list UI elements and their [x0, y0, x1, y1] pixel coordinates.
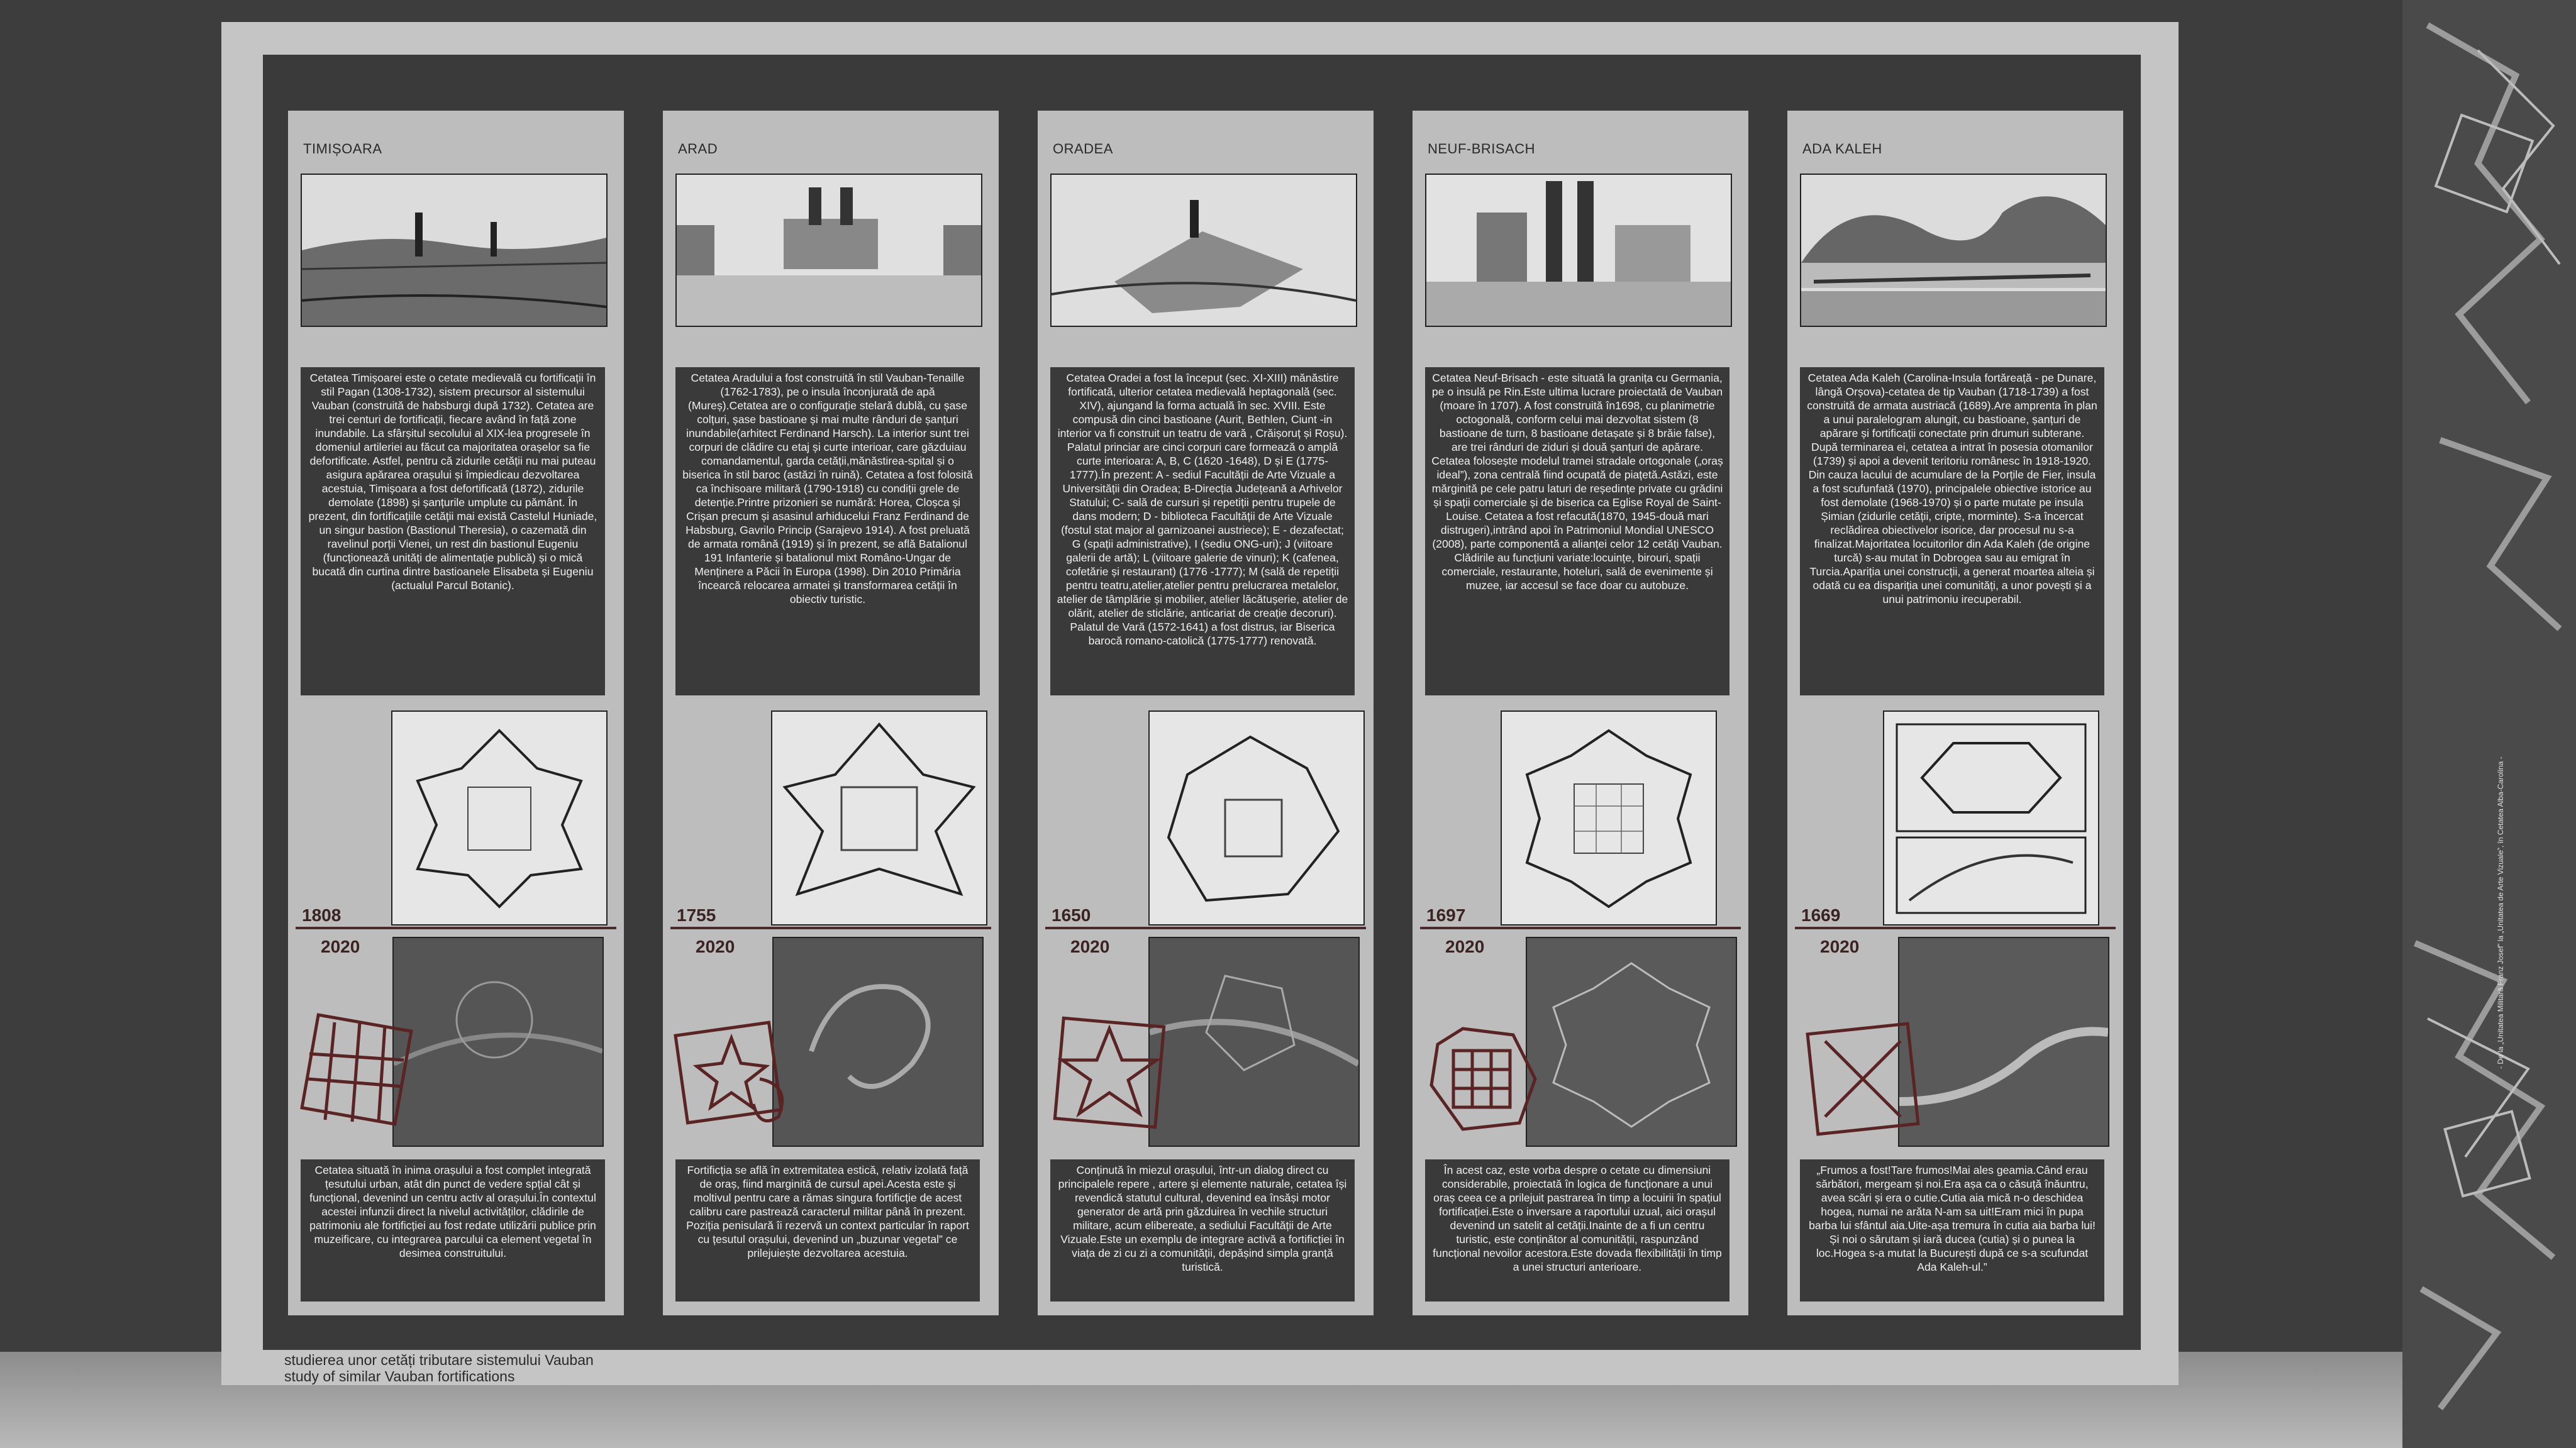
aerial-map: [1526, 937, 1737, 1147]
fortress-description: Cetatea Oradei a fost la început (sec. XI-XIII) mănăstire fortificată, ulterior cetatea medievală heptagonală (sec. XIV), ajungand la forma actuală în sec. XVIII. Este compusă din cinci bastioane (Aurit, Bethlen, Ciunt -in interior va fi construit un teatru de vară , Crăișoruț și Roșu). Palatul princiar are cinci corpuri care formează o amplă curte interioara: A, B, C (1620 -1648), D și E (1775-1777).În prezent: A - sediul Facultății de Arte Vizuale a Universității din Oradea; B-Direcția Județeană a Arhivelor Statului; C- sală de cursuri și repetiții pentru trupele de dans modern; D - biblioteca Facultății de Arte Vizuale (fostul stat major al garnizoanei austriece); E - dezafectat; G (spații administrative), I (sediu ONG-uri); J (viitoare galerii de artă); L (viitoare galerie de vinuri); K (cafenea, cofetărie și restaurant) (1776 -1777); M (sală de repetiții pentru teatru,atelier,atelier pentru prelucrarea metalelor, atelier de tâmplărie și mobilier, atelier lăcătușerie, atelier de olărit, atelier de sticlărie, anticariat de creație decoruri). Palatul de Vară (1572-1641) a fost distrus, iar Biserica barocă romano-catolică (1775-1777) renovată.: [1050, 367, 1355, 695]
fortress-description: Cetatea Timișoarei este o cetate medievală cu fortificații în stil Pagan (1308-1732), sistem precursor al sistemului Vauban (construită de habsburgi după 1732). Cetatea are trei centuri de fortificații, fiecare având în față zone inundabile. La sfârșitul secolului al XIX-lea progresele în domeniul artileriei au făcut ca majoritatea orașelor sa fie defortificate. Astfel, pentru că zidurile cetății nu mai puteau asigura apărarea orașului și împiedicau dezvoltarea acestuia, Timișoara a fost defortificată (1872), zidurile demolate (1898) și șanțurile umplute cu pământ. În prezent, din fortificațiile cetății mai există Castelul Huniade, un singur bastion (Bastionul Theresia), o cazemată din ravelinul porții Vienei, un rest din bastionul Eugeniu (funcționează unități de alimentație publică) și o mică bucată din curtina dintre bastioanele Elisabeta și Eugeniu (actualul Parcul Botanic).: [301, 367, 605, 695]
column-title: ADA KALEH: [1802, 141, 1882, 157]
year-historic: 1669: [1801, 905, 1841, 925]
year-current: 2020: [1820, 937, 1860, 956]
year-current: 2020: [1445, 937, 1485, 956]
year-current: 2020: [696, 937, 735, 956]
caption-english: study of similar Vauban fortifications: [284, 1368, 515, 1384]
aerial-map: [1898, 937, 2109, 1147]
fortress-description: Cetatea Neuf-Brisach - este situată la granița cu Germania, pe o insulă pe Rin.Este ultima lucrare proiectată de Vauban (moare în 1707). A fost construită în1698, cu planimetrie octogonală, conform celui mai dezvoltat sistem (8 bastioane de turn, 8 bastioane detașate și 8 brăie false), are trei rânduri de ziduri și două șanțuri de apărare. Cetatea folosește modelul tramei stradale ortogonale („oraș ideal”), zona centrală fiind ocupată de piațetă.Astăzi, este mărginită pe cele patru laturi de reședințe private cu grădini și spații comerciale și de biserica ca Eglise Royal de Saint-Louise. Cetatea a fost refacută(1870, 1945-două mari distrugeri),intrând apoi în Patrimoniul Mondial UNESCO (2008), parte componentă a alianței celor 12 cetăți Vauban. Clădirile au funcțiuni variate:locuințe, birouri, spații comerciale, restaurante, hoteluri, sală de evenimente și muzee, iar accesul se face doar cu autobuze.: [1425, 367, 1729, 695]
column-timisoara: [288, 111, 624, 1315]
historic-plan: [1501, 710, 1717, 926]
timeline-divider: [296, 927, 616, 929]
timeline-divider: [1795, 927, 2116, 929]
present-day-description: În acest caz, este vorba despre o cetate cu dimensiuni considerabile, proiectată în logica de funcționare a unui oraș ceea ce a prilejuit pastrarea în timp a locuirii în spațiul fortificației.Este o inversare a raportului uzual, aici orașul devenind un satelit al cetății.Inainte de a fi un centru turistic, este conținător al comunității, raspunzând funcțional nevoilor acestora.Este dovada flexibilității în timp a unei structuri anterioare.: [1425, 1159, 1729, 1302]
timeline-divider: [1045, 927, 1366, 929]
aerial-map: [1148, 937, 1360, 1147]
timeline-divider: [670, 927, 991, 929]
fortress-description: Cetatea Aradului a fost construită în stil Vauban-Tenaille (1762-1783), pe o insula înconjurată de apă (Mureș).Cetatea are o configurație stelară dublă, cu șase colțuri, șase bastioane și mai multe rânduri de șanțuri inundabile(arhitect Ferdinand Harsch). La interior sunt trei corpuri de clădire cu etaj și curte interioar, care găzduiau comandamentul, garda cetății,mănăstirea-spital și o biserica în stil baroc (astăzi în ruină). Cetatea a fost folosită ca închisoare militară (1790-1918) cu condiții grele de detenție.Printre prizonieri se numără: Horea, Cloșca și Crișan precum și asasinul arhiducelui Franz Ferdinand de Habsburg, Gavrilo Princip (Sarajevo 1914). A fost preluată de armata română (1919) și în prezent, se află Batalionul 191 Infanterie și batalionul mixt Româno-Ungar de Menținere a Păcii în Europa (1998). Din 2010 Primăria încearcă relocarea armatei și transformarea cetății în obiectiv turistic.: [675, 367, 980, 695]
aerial-map: [772, 937, 984, 1147]
timeline-divider: [1420, 927, 1741, 929]
historic-plan: [1883, 710, 2099, 926]
column-ada-kaleh: [1787, 111, 2123, 1315]
historic-engraving: [301, 174, 608, 327]
aerial-map: [392, 937, 604, 1147]
year-historic: 1650: [1052, 905, 1091, 925]
historic-engraving: [675, 174, 982, 327]
year-historic: 1697: [1426, 905, 1466, 925]
present-day-description: Fortificția se află în extremitatea estică, relativ izolată față de oraș, fiind marginită de cursul apei.Acesta este și moltivul pentru care a rămas singura fortificție de acest calibru care pastrează caracterul militar până în prezent. Poziția penisulară îi rezervă un context particular în raport cu țesutul orașului, devenind un „buzunar vegetal” ce prilejuiește dezvoltarea acestuia.: [675, 1159, 980, 1302]
column-title: NEUF-BRISACH: [1428, 141, 1536, 157]
historic-engraving: [1425, 174, 1732, 327]
year-historic: 1755: [677, 905, 716, 925]
present-day-description: Cetatea situată în inima orașului a fost complet integrată țesutului urban, atât din punct de vedere spțial cât și funcțional, devenind un centru activ al orașului.În contextul acestei infunzii direct la nivelul activităților, clădirile de patrimoniu ale fortificției au fost redate utilizării publice prin muzeificare, cu integrarea parcului ca element vegetal în desimea construitului.: [301, 1159, 605, 1302]
poster-caption: [284, 1352, 662, 1384]
historic-plan: [771, 710, 987, 926]
side-fortification-artwork: [2402, 0, 2576, 1448]
column-arad: [663, 111, 999, 1315]
present-day-description: „Frumos a fost!Tare frumos!Mai ales geamia.Când erau sărbători, mergeam și noi.Era așa ca o căsuță înăuntru, avea scări și era o cutie.Cutia aia mică n-o deschidea hogea, numai ne arăta N-am sa uit!Eram mici în pupa barba lui sfântul aia.Uite-așa tremura în cutia aia barba lui!Și noi o sărutam și iară ducea (cutia) și o punea la loc.Hogea s-a mutat la București după ce s-a scufundat Ada Kaleh-ul.”: [1800, 1159, 2104, 1302]
year-current: 2020: [1070, 937, 1110, 956]
historic-plan: [391, 710, 608, 926]
year-historic: 1808: [302, 905, 341, 925]
concept-sketch: [1800, 1016, 1926, 1142]
historic-plan: [1148, 710, 1365, 926]
column-neuf-brisach: [1413, 111, 1748, 1315]
present-day-description: Conținută în miezul orașului, într-un dialog direct cu principalele repere , artere și elemente naturale, cetatea își revendică statutul cultural, devenind ea însăși motor generator de artă prin găzduirea în vechile structuri militare, acum elibereate, a sediului Facultății de Arte Vizuale.Este un exemplu de integrare activă a fortificției în viața de zi cu zi a comunității, depășind simpla granță turistică.: [1050, 1159, 1355, 1302]
side-caption: - De la „Unitatea Militară Franz Josef” la „Unitatea de Arte Vizuale”, în Cetatea Alba-Carolina -: [2496, 756, 2505, 1069]
concept-sketch: [672, 1010, 797, 1136]
column-title: ARAD: [678, 141, 718, 157]
concept-sketch: [1419, 1016, 1545, 1142]
fortress-description: Cetatea Ada Kaleh (Carolina-Insula fortăreață - pe Dunare, lângă Orșova)-cetatea de tip Vauban (1718-1739) a fost construită de armata austriacă (1689).Are amprenta în plan a unui paralelogram alungit, cu bastioane, șanțuri de apărare și fortificații conectate prin drumuri subterane. După terminarea ei, cetatea a intrat în posesia otomanilor (1739) și apoi a devenit teritoriu românesc în 1918-1920. Din cauza lacului de acumulare de la Porțile de Fier, insula a fost scufunfată (1970), principalele obiective istorice au fost demolate (1968-1970) și o parte mutate pe insula Șimian (zidurile cetății, cripte, morminte). S-a încercat reclădirea obiectivelor isorice, dar procesul nu s-a finalizat.Majoritatea locuitorilor din Ada Kaleh (de origine turcă) s-au mutat în Dobrogea sau au emigrat în Turcia.Apariția unei construcții, a generat moartea alteia și odată cu ea dispariția unei comunități, a unor povești și a unui patrimoniu irecuperabil.: [1800, 367, 2104, 695]
column-title: TIMIȘOARA: [303, 141, 382, 157]
column-oradea: [1038, 111, 1374, 1315]
historic-engraving: [1050, 174, 1357, 327]
year-current: 2020: [321, 937, 360, 956]
concept-sketch: [297, 1010, 423, 1136]
concept-sketch: [1046, 1010, 1172, 1136]
caption-romanian: studierea unor cetăți tributare sistemului Vauban: [284, 1352, 594, 1368]
column-title: ORADEA: [1053, 141, 1113, 157]
historic-engraving: [1800, 174, 2107, 327]
